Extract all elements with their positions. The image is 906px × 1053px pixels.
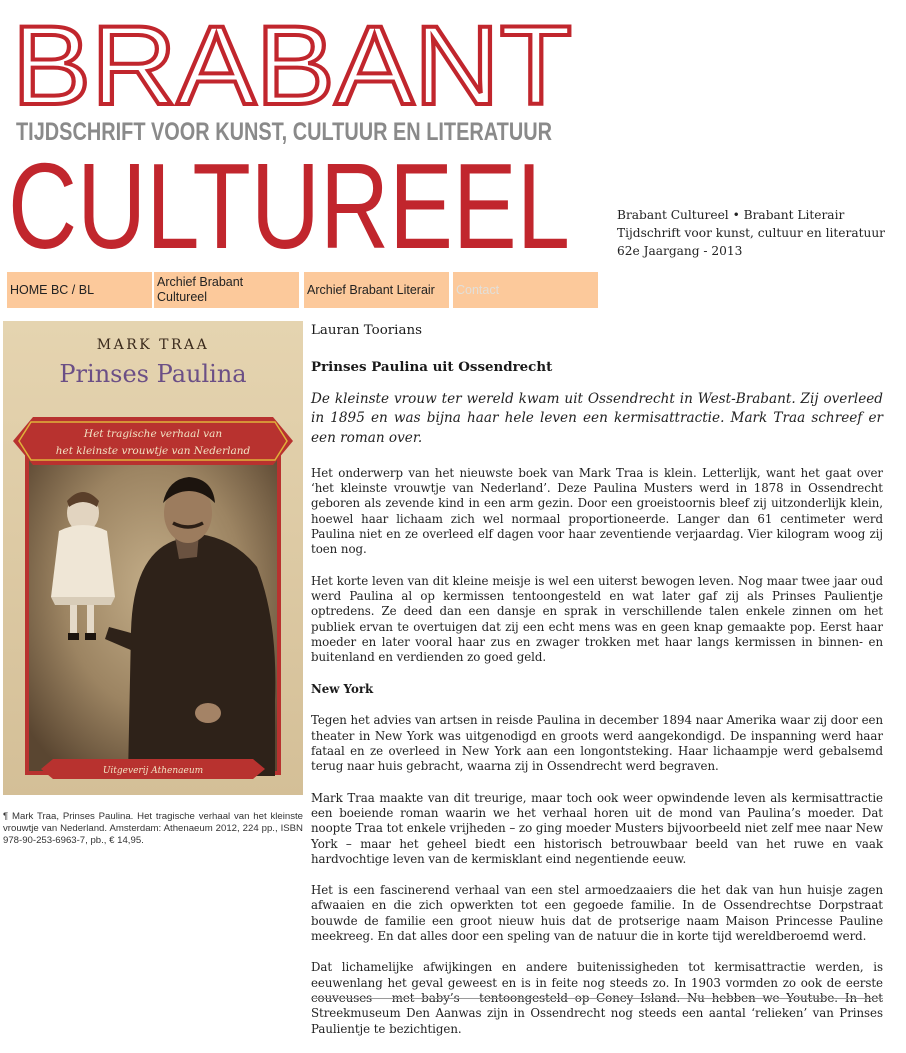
- article-paragraph-4: Mark Traa maakte van dit treurige, maar toch ook weer opwindende leven als kermisattractie een boeiende roman waarin we het verhaal horen uit de mond van Paulina’s moeder. Dat noopte Traa tot enkele vrijheden – zo ging moeder Musters bijvoorbeeld niet zelf mee naar New York – maar het geheel biedt een historisch betrouwbaar beeld van het ruwe en vaak hardvochtige leven van de kermisklant eind negentiende eeuw.: [311, 790, 883, 866]
- book-caption: ¶ Mark Traa, Prinses Paulina. Het tragische verhaal van het kleinste vrouwtje van Nederland. Amsterdam: Athenaeum 2012, 224 pp., ISBN 978-90-253-6963-7, pb., € 14,95.: [3, 811, 303, 846]
- cover-author: MARK TRAA: [96, 337, 210, 353]
- site-info: [617, 206, 897, 260]
- article-subheading: New York: [311, 682, 374, 697]
- site-info-line-1: Brabant Cultureel • Brabant Literair: [617, 208, 845, 222]
- article-paragraph-3: Tegen het advies van artsen in reisde Paulina in december 1894 naar Amerika waar zij door een theater in New York was uitgenodigd en groots werd aangekondigd. De inspanning werd haar fataal en ze overleed in New York aan een longontsteking. Haar lichaampje werd gebalsemd terug naar huis gebracht, waarna zij in Ossendrecht werd begraven.: [311, 713, 883, 774]
- nav-archive-brabant-cultureel[interactable]: Archief Brabant Cultureel: [154, 272, 299, 308]
- article-lead: De kleinste vrouw ter wereld kwam uit Ossendrecht in West-Brabant. Zij overleed in 1895 en was bijna haar hele leven een kermisattractie. Mark Traa schreef er een roman over.: [311, 391, 883, 446]
- masthead-cultureel: CULTUREEL: [8, 138, 570, 265]
- cover-banner-line-2: het kleinste vrouwtje van Nederland: [55, 445, 251, 457]
- article-author: Lauran Toorians: [311, 323, 422, 338]
- article-paragraph-5: Het is een fascinerend verhaal van een stel armoedzaaiers die het dak van hun huisje zagen afwaaien en die zich opwerkten tot een gegoede familie. In de Ossendrechtse Dorpstraat bouwde de familie een groot nieuw huis dat de protserige naam Maison Princesse Pauline meekreeg. En dat alles door een speling van de natuur die in korte tijd wereldberoemd werd.: [311, 883, 883, 944]
- site-info-line-2: Tijdschrift voor kunst, cultuur en literatuur: [617, 226, 886, 240]
- masthead-tagline: TIJDSCHRIFT VOOR KUNST, CULTUUR EN LITERATUUR: [16, 118, 552, 146]
- masthead-brabant: BRABANT: [12, 3, 572, 128]
- book-cover-image: [3, 321, 303, 795]
- site-info-line-3: 62e Jaargang - 2013: [617, 244, 743, 258]
- article: [311, 322, 883, 1053]
- article-paragraph-6: Dat lichamelijke afwijkingen en andere buitenissigheden tot kermisattractie werden, is eeuwenlang het geval geweest en is in feite nog steeds zo. In 1903 vormden zo ook de eerste couveuses – met baby’s – tentoongesteld op Coney Island. Nu hebben we Youtube. In het Streekmuseum Den Aanwas zijn in Ossendrecht nog steeds een aantal ‘relieken’ van Prinses Paulientje te bezichtigen.: [311, 960, 883, 1036]
- article-paragraph-2: Het korte leven van dit kleine meisje is wel een uiterst bewogen leven. Nog maar twee jaar oud werd Paulina al op kermissen tentoongesteld en wat later gaf zij als Prinses Paulientje optredens. Ze deed dan een dansje en sprak in verschillende talen enkele zinnen om het publiek ervan te overtuigen dat zij een echt mens was en geen knap gemaakte pop. Eerst haar moeder en later vooral haar zus en zwager trokken met haar langs kermissen in binnen- en buitenland en verdienden zo goed geld.: [311, 573, 883, 665]
- nav-home[interactable]: HOME BC / BL: [7, 272, 152, 308]
- nav-archive-brabant-literair[interactable]: Archief Brabant Literair: [304, 272, 449, 308]
- nav-contact[interactable]: Contact: [453, 272, 598, 308]
- masthead-logo[interactable]: [0, 0, 600, 265]
- article-paragraph-1: Het onderwerp van het nieuwste boek van Mark Traa is klein. Letterlijk, want het gaat over ‘het kleinste vrouwtje van Nederland’. Deze Paulina Musters werd in 1878 in Ossendrecht geboren als zevende kind in een arm gezin. Door een groeistoornis bleef zij uitzonderlijk klein, hoewel haar lichaam zich wel normaal proportioneerde. Langer dan 61 centimeter werd Paulina niet en ze overleed elf dagen voor haar zeventiende verjaardag. Vier kilogram woog zij toen nog.: [311, 465, 883, 557]
- cover-banner-line-1: Het tragische verhaal van: [83, 428, 223, 440]
- cover-title: Prinses Paulina: [59, 360, 247, 388]
- article-divider: [311, 998, 883, 999]
- cover-publisher: Uitgeverij Athenaeum: [102, 766, 204, 776]
- article-title: Prinses Paulina uit Ossendrecht: [311, 359, 553, 375]
